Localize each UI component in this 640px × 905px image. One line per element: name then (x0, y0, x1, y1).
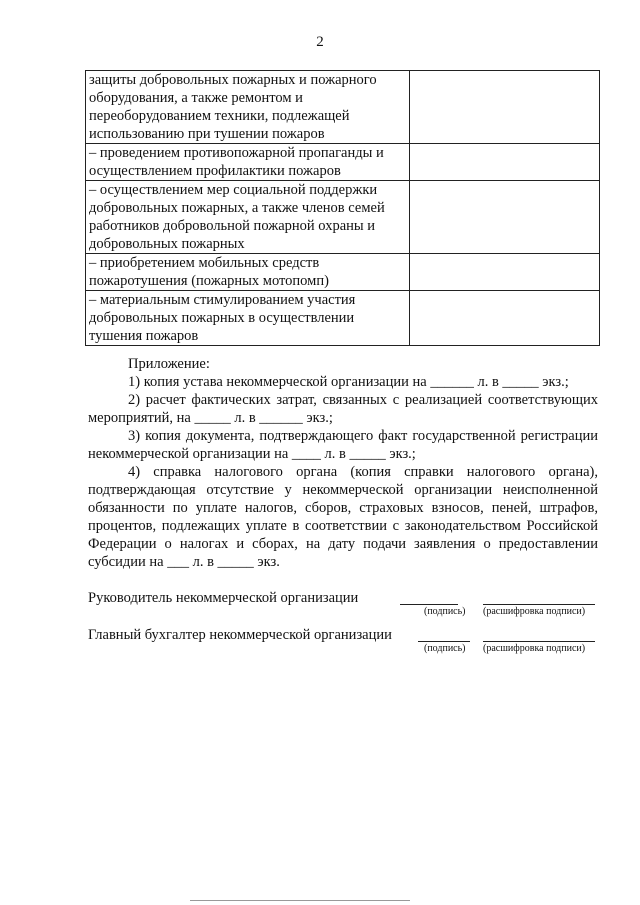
table-cell-value (410, 144, 600, 181)
sign-caption: (подпись) (424, 643, 466, 654)
decode-line (483, 590, 595, 605)
table-cell-text: – материальным стимулированием участия добровольных пожарных в осуществлении тушения пожаров (86, 291, 410, 346)
appendix-item: 4) справка налогового органа (копия справки налогового органа), подтверждающая отсутствие у некоммерческой организации неисполненной обязанности по уплате налогов, сборов, страховых взносов, пеней, штрафов, процентов, подлежащих уплате в соответствии с законодательством Российской Федерации о налогах и сборах, на дату подачи заявления о предоставлении субсидии на ___ л. в _____ экз. (88, 464, 598, 570)
footer-divider (190, 900, 410, 901)
signature-line (418, 627, 470, 642)
table-cell-text: – осуществлением мер социальной поддержки добровольных пожарных, а также членов семей работников добровольной пожарной охраны и добровольных пожарных (86, 181, 410, 254)
appendix-item: 2) расчет фактических затрат, связанных с реализацией соответствующих мероприятий, на _____ л. в ______ экз.; (88, 392, 598, 426)
table-row (86, 181, 600, 254)
table-cell-value (410, 181, 600, 254)
decode-caption: (расшифровка подписи) (483, 643, 586, 654)
signature-role-label: Главный бухгалтер некоммерческой организации (88, 627, 392, 643)
appendix-item: 1) копия устава некоммерческой организации на ______ л. в _____ экз.; (128, 374, 569, 390)
signature-line (400, 590, 458, 605)
expenses-table (85, 70, 600, 346)
page-number: 2 (316, 34, 324, 50)
table-cell-value (410, 254, 600, 291)
table-cell-text: защиты добровольных пожарных и пожарного оборудования, а также ремонтом и переоборудованием техники, подлежащей использованию при тушении пожаров (86, 71, 410, 144)
table-row (86, 144, 600, 181)
table-row (86, 254, 600, 291)
table-cell-value (410, 291, 600, 346)
table-row (86, 71, 600, 144)
table-cell-text: – приобретением мобильных средств пожаротушения (пожарных мотопомп) (86, 254, 410, 291)
appendix-item: 3) копия документа, подтверждающего факт государственной регистрации некоммерческой организации на ____ л. в _____ экз.; (88, 428, 598, 462)
decode-caption: (расшифровка подписи) (483, 606, 586, 617)
table-row (86, 291, 600, 346)
sign-caption: (подпись) (424, 606, 466, 617)
decode-line (483, 627, 595, 642)
appendix-section (88, 355, 598, 571)
signature-role-label: Руководитель некоммерческой организации (88, 590, 359, 606)
appendix-heading: Приложение: (128, 356, 210, 372)
table-cell-value (410, 71, 600, 144)
table-cell-text: – проведением противопожарной пропаганды и осуществлением профилактики пожаров (86, 144, 410, 181)
